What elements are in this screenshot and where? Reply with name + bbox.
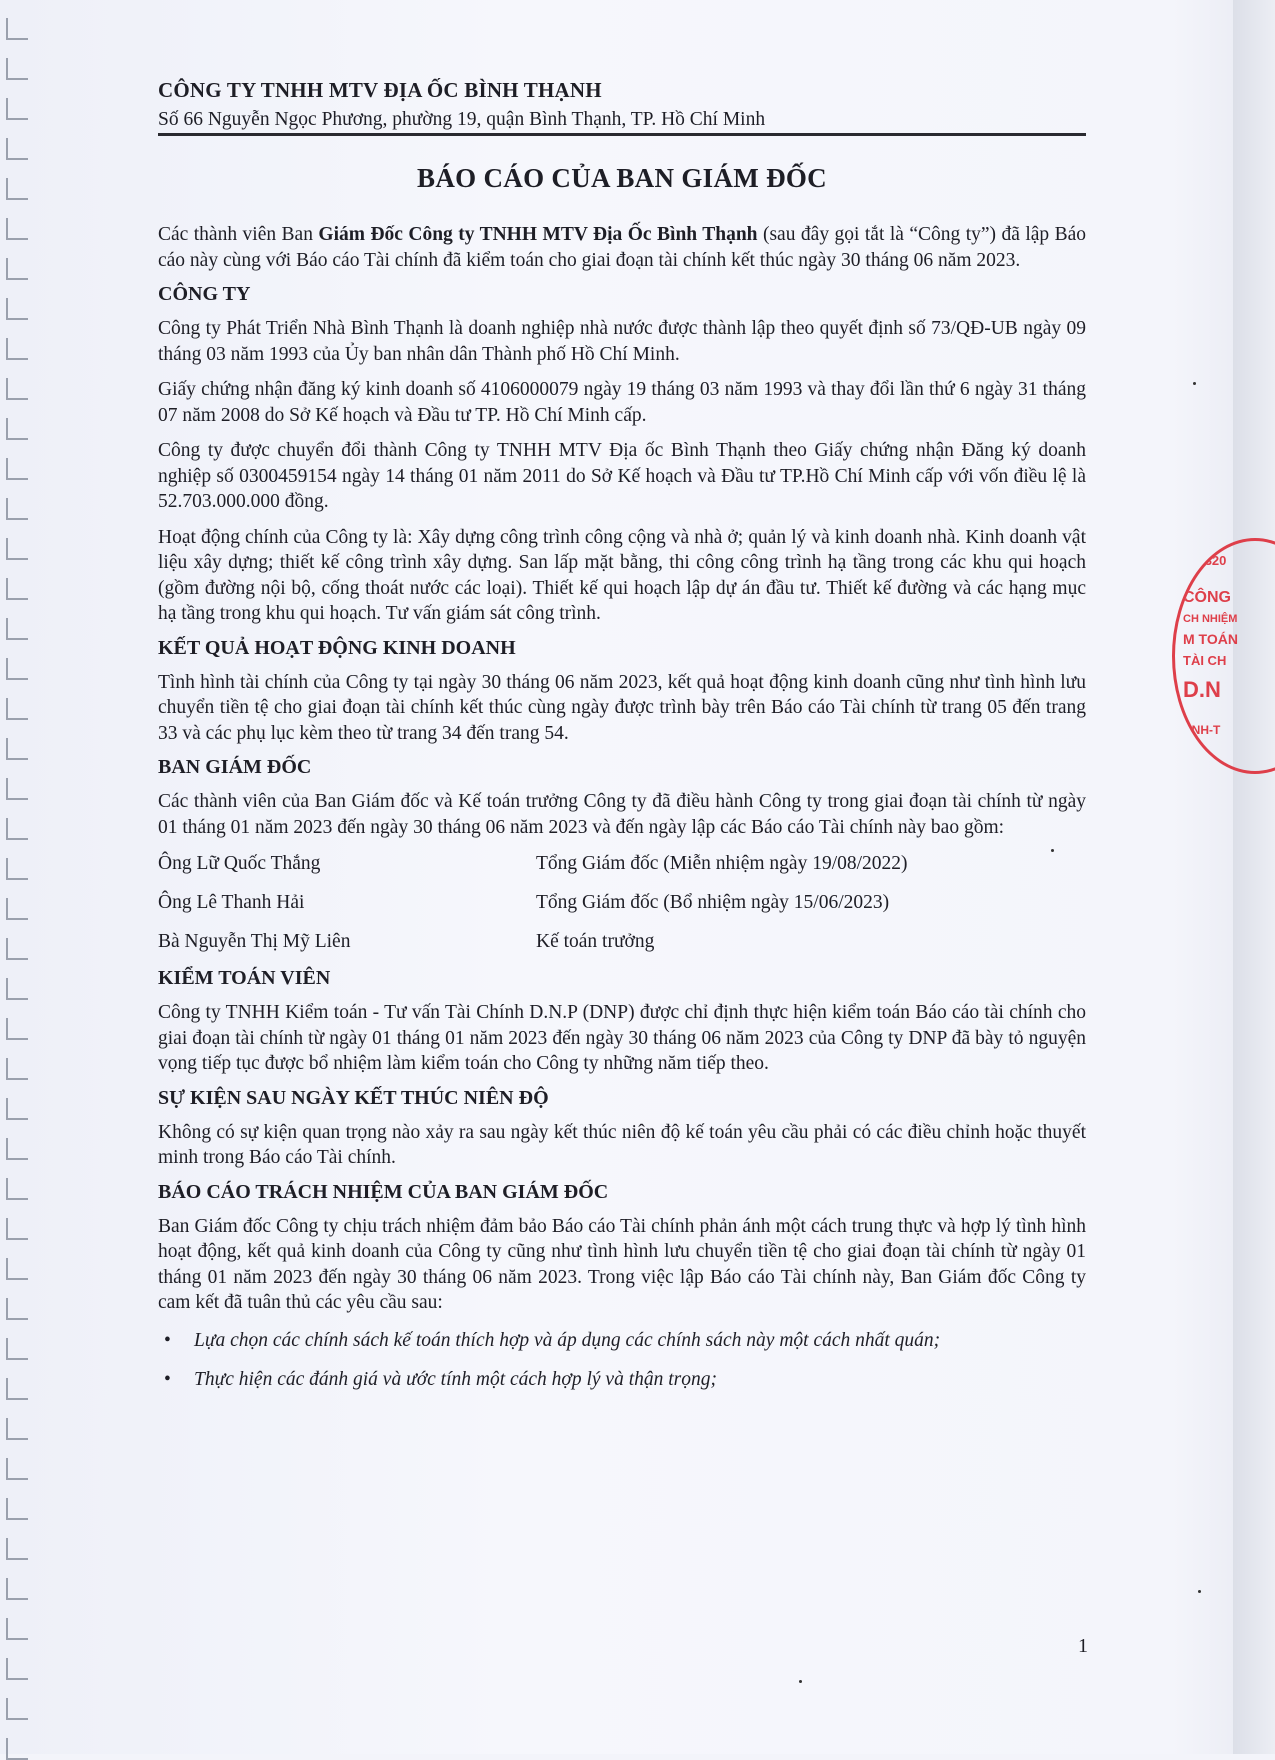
member-row: [158, 883, 1086, 922]
scan-speck: [799, 1680, 802, 1683]
header-divider: [158, 133, 1086, 136]
list-item: [158, 1361, 1086, 1400]
member-name: Bà Nguyễn Thị Mỹ Liên: [158, 930, 351, 952]
binding-hole: [6, 858, 28, 880]
company-paragraph-1: Công ty Phát Triển Nhà Bình Thạnh là doanh nghiệp nhà nước được thành lập theo quyết định số 73/QĐ-UB ngày 09 tháng 03 năm 1993 của Ủy ban nhân dân Thành phố Hồ Chí Minh.: [158, 318, 1086, 365]
report-title: BÁO CÁO CỦA BAN GIÁM ĐỐC: [417, 163, 827, 193]
responsibility-bullets: [158, 1322, 1086, 1400]
binding-hole: [6, 538, 28, 560]
binding-hole: [6, 658, 28, 680]
bullet-icon: •: [164, 1330, 171, 1351]
binding-hole: [6, 1138, 28, 1160]
intro-prefix: Các thành viên Ban: [158, 224, 319, 245]
member-row: [158, 922, 1086, 961]
binding-hole: [6, 98, 28, 120]
member-row: [158, 844, 1086, 883]
member-name: Ông Lê Thanh Hải: [158, 891, 305, 913]
binding-hole: [6, 58, 28, 80]
binding-hole: [6, 258, 28, 280]
binding-hole: [6, 738, 28, 760]
responsibility-heading: BÁO CÁO TRÁCH NHIỆM CỦA BAN GIÁM ĐỐC: [158, 1180, 609, 1203]
stamp-text: ẠNH-T: [1183, 723, 1221, 737]
binding-hole: [6, 1658, 28, 1680]
intro-suffix: (sau đây gọi tắt là “Công ty”) đã lập Báo cáo này cùng với Báo cáo Tài chính đã kiểm toán cho giai đoạn tài chính kết thúc ngày 30 tháng 06 năm 2023.: [158, 224, 1086, 271]
page-edge-shadow: [1233, 0, 1275, 1754]
auditor-heading: KIỂM TOÁN VIÊN: [158, 967, 331, 989]
member-role: Tổng Giám đốc (Miễn nhiệm ngày 19/08/2022): [536, 852, 908, 874]
member-role: Kế toán trưởng: [536, 930, 655, 952]
stamp-text: CÔNG: [1183, 589, 1231, 606]
auditor-paragraph: Công ty TNHH Kiểm toán - Tư vấn Tài Chính D.N.P (DNP) được chỉ định thực hiện kiểm toán Báo cáo tài chính cho giai đoạn tài chính từ ngày 01 tháng 01 năm 2023 đến ngày 30 tháng 06 năm 2023 của Công ty DNP đã bày tỏ nguyện vọng tiếp tục được bổ nhiệm làm kiểm toán cho Công ty những năm tiếp theo.: [158, 1002, 1086, 1074]
binding-hole: [6, 818, 28, 840]
binding-hole: [6, 978, 28, 1000]
binding-hole: [6, 138, 28, 160]
results-heading: KẾT QUẢ HOẠT ĐỘNG KINH DOANH: [158, 636, 516, 659]
binding-hole: [6, 578, 28, 600]
binding-hole: [6, 178, 28, 200]
report-body: [158, 222, 1086, 1400]
binding-hole: [6, 1218, 28, 1240]
binding-hole: [6, 698, 28, 720]
board-member-list: [158, 844, 1086, 961]
binding-hole: [6, 1058, 28, 1080]
scan-speck: [1051, 849, 1054, 852]
binding-hole: [6, 938, 28, 960]
binding-hole: [6, 1618, 28, 1640]
board-paragraph: Các thành viên của Ban Giám đốc và Kế toán trưởng Công ty đã điều hành Công ty trong giai đoạn tài chính từ ngày 01 tháng 01 năm 2023 đến ngày 30 tháng 06 năm 2023 và đến ngày lập các Báo cáo Tài chính này bao gồm:: [158, 791, 1086, 838]
responsibility-paragraph: Ban Giám đốc Công ty chịu trách nhiệm đảm bảo Báo cáo Tài chính phản ánh một cách trung thực và hợp lý tình hình hoạt động, kết quả kinh doanh của Công ty cũng như tình hình lưu chuyển tiền tệ cho giai đoạn tài chính từ ngày 01 tháng 01 năm 2023 đến ngày 30 tháng 06 năm 2023. Trong việc lập Báo cáo Tài chính này, Ban Giám đốc Công ty cam kết đã tuân thủ các yêu cầu sau:: [158, 1215, 1086, 1313]
binding-hole: [6, 498, 28, 520]
binding-hole: [6, 1578, 28, 1600]
binding-hole: [6, 218, 28, 240]
scan-speck: [1198, 1590, 1201, 1593]
binding-hole: [6, 1258, 28, 1280]
binding-hole: [6, 458, 28, 480]
company-paragraph-4: Hoạt động chính của Công ty là: Xây dựng công trình công cộng và nhà ở; quản lý và kinh doanh nhà. Kinh doanh vật liệu xây dựng; thiết kế công trình xây dựng. San lấp mặt bằng, thi công công trình hạ tầng trong các khu qui hoạch (gồm đường nội bộ, cống thoát nước các loại). Thiết kế qui hoạch lập dự án đầu tư. Thiết kế đường và các hạng mục hạ tầng trong khu qui hoạch. Tư vấn giám sát công trình.: [158, 526, 1086, 624]
binding-hole: [6, 298, 28, 320]
binding-hole: [6, 1178, 28, 1200]
stamp-code: 030320: [1183, 553, 1227, 568]
binding-hole: [6, 1378, 28, 1400]
binding-hole: [6, 1298, 28, 1320]
stamp-text: TÀI CH: [1183, 653, 1227, 668]
stamp-text: M TOÁN: [1183, 631, 1238, 647]
bullet-text: Lựa chọn các chính sách kế toán thích hợp và áp dụng các chính sách này một cách nhất quán;: [194, 1330, 941, 1351]
binding-hole: [6, 1738, 28, 1760]
bullet-icon: •: [164, 1369, 171, 1390]
binding-hole: [6, 1538, 28, 1560]
intro-paragraph: [158, 222, 1086, 273]
events-heading: SỰ KIỆN SAU NGÀY KẾT THÚC NIÊN ĐỘ: [158, 1086, 549, 1109]
stamp-text: CH NHIỆM: [1183, 613, 1238, 625]
binding-hole: [6, 1418, 28, 1440]
company-name: CÔNG TY TNHH MTV ĐỊA ỐC BÌNH THẠNH: [158, 78, 602, 102]
binding-hole: [6, 1018, 28, 1040]
stamp-text: D.N: [1183, 677, 1221, 702]
list-item: [158, 1322, 1086, 1361]
binding-hole: [6, 418, 28, 440]
intro-company-bold: Giám Đốc Công ty TNHH MTV Địa Ốc Bình Thạnh: [318, 224, 758, 245]
binding-hole: [6, 618, 28, 640]
letterhead: [158, 78, 1086, 131]
company-address: Số 66 Nguyễn Ngọc Phương, phường 19, quận Bình Thạnh, TP. Hồ Chí Minh: [158, 109, 766, 130]
binding-hole: [6, 898, 28, 920]
binding-hole: [6, 778, 28, 800]
binding-hole: [6, 1338, 28, 1360]
spiral-binding: [0, 0, 34, 1754]
binding-hole: [6, 338, 28, 360]
member-name: Ông Lữ Quốc Thắng: [158, 852, 321, 874]
binding-hole: [6, 18, 28, 40]
results-paragraph: Tình hình tài chính của Công ty tại ngày 30 tháng 06 năm 2023, kết quả hoạt động kinh doanh cũng như tình hình lưu chuyển tiền tệ cho giai đoạn tài chính kết thúc cùng ngày được trình bày trên Báo cáo Tài chính từ trang 05 đến trang 33 và các phụ lục kèm theo từ trang 34 đến trang 54.: [158, 671, 1086, 744]
binding-hole: [6, 378, 28, 400]
company-paragraph-2: Giấy chứng nhận đăng ký kinh doanh số 4106000079 ngày 19 tháng 03 năm 1993 và thay đổi lần thứ 6 ngày 31 tháng 07 năm 2008 do Sở Kế hoạch và Đầu tư TP. Hồ Chí Minh cấp.: [158, 379, 1086, 426]
member-role: Tổng Giám đốc (Bổ nhiệm ngày 15/06/2023): [536, 891, 890, 913]
bullet-text: Thực hiện các đánh giá và ước tính một cách hợp lý và thận trọng;: [194, 1369, 717, 1390]
company-heading: CÔNG TY: [158, 283, 251, 305]
page-number: 1: [1078, 1635, 1088, 1657]
binding-hole: [6, 1698, 28, 1720]
binding-hole: [6, 1098, 28, 1120]
binding-hole: [6, 1458, 28, 1480]
company-paragraph-3: Công ty được chuyển đổi thành Công ty TNHH MTV Địa ốc Bình Thạnh theo Giấy chứng nhận Đăng ký doanh nghiệp số 0300459154 ngày 14 tháng 01 năm 2011 do Sở Kế hoạch và Đầu tư TP.Hồ Chí Minh cấp với vốn điều lệ là 52.703.000.000 đồng.: [158, 440, 1086, 512]
board-heading: BAN GIÁM ĐỐC: [158, 756, 312, 778]
binding-hole: [6, 1498, 28, 1520]
events-paragraph: Không có sự kiện quan trọng nào xảy ra sau ngày kết thúc niên độ kế toán yêu cầu phải có các điều chỉnh hoặc thuyết minh trong Báo cáo Tài chính.: [158, 1121, 1086, 1168]
scan-speck: [1193, 382, 1196, 385]
